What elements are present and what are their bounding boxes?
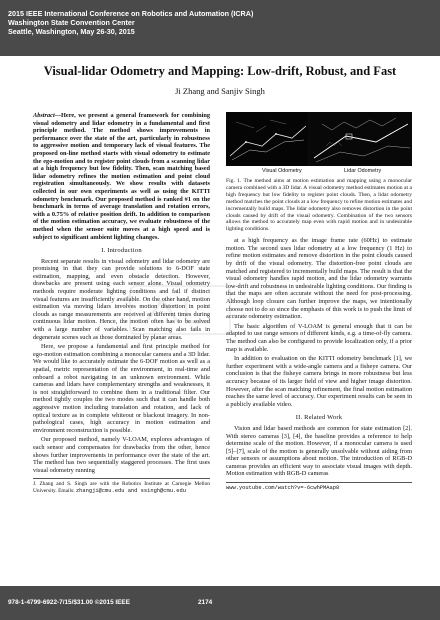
right-paragraph-1: at a high frequency as the image frame rate (60Hz) to estimate motion. The second uses lidar odometry at a low frequency (1 Hz) to refine motion estimates and remove distortion in the point clouds caused by drift of the visual odometry. The distortion-free point clouds are matched and registered to incrementally build maps. The result is that the visual odometry handles rapid motion, and the lidar odometry warrants low-drift and robustness in undesirable lighting conditions. Our finding is that the maps are often accurate without the need for post-processing. Although loop closure can further improve the maps, we intentionally choose not to do so since the emphasis of this work is to push the limit of accurate odometry estimation. bbox=[226, 237, 412, 321]
isbn-copyright: 978-1-4799-6922-7/15/$31.00 ©2015 IEEE bbox=[8, 599, 130, 606]
author-emails: zhangji@cmu.edu and ssingh@cmu.edu bbox=[75, 487, 186, 494]
footer-band bbox=[0, 586, 440, 620]
left-column bbox=[33, 112, 210, 495]
section-heading-related-work: II. Related Work bbox=[295, 414, 343, 422]
paper-title: Visual-lidar Odometry and Mapping: Low-drift, Robust, and Fast bbox=[43, 64, 397, 78]
author-footnote-text: J. Zhang and S. Singh are with the Robotics Institute at Carnegie Mellon University. Emails: bbox=[33, 481, 210, 494]
related-paragraph-1: Vision and lidar based methods are common for state estimation [2]. With stereo cameras [3], [4], the baseline provides a reference to help determine scale of the motion. However, if a monocular camera is used [5]–[7], scale of the motion is generally unsolvable without aiding from other sensors or assumptions about motion. The introduction of RGB-D cameras provides an efficient way to associate visual images with depth. Motion estimation with RGB-D cameras bbox=[226, 424, 412, 478]
intro-paragraph-2: Here, we propose a fundamental and first principle method for ego-motion estimation combining a monocular camera and a 3D lidar. We would like to accurately estimate the 6-DOF motion as well as a spatial, metric representation of the environment, in real-time and onboard a robot navigating in an unknown environment. While cameras and lidars have complementary strengths and weaknesses, it is not straightforward to combine them in a traditional filter. Our method tightly couples the two modes such that it can handle both aggressive motion including translation and rotation, and lack of optical texture as in complete whiteout or blackout imagery. In non-pathological cases, high accuracy in motion estimation and environment reconstruction is possible. bbox=[33, 343, 210, 434]
visual-odometry-panel bbox=[226, 112, 308, 166]
page-number: 2174 bbox=[198, 599, 213, 606]
paper-authors: Ji Zhang and Sanjiv Singh bbox=[175, 86, 265, 96]
abstract bbox=[33, 112, 210, 241]
label-visual-odometry: Visual Odometry bbox=[262, 168, 302, 174]
right-paragraph-2: The basic algorithm of V-LOAM is general enough that it can be adapted to use range sensors of different kinds, e.g. a time-of-fly camera. The method can also be configured to provide localization only, if a prior map is available. bbox=[226, 322, 412, 353]
conference-info bbox=[8, 9, 253, 36]
label-lidar-odometry: Lidar Odometry bbox=[344, 168, 382, 174]
abstract-lead: Abstract bbox=[33, 112, 55, 119]
section-heading-introduction: I. Introduction bbox=[101, 247, 142, 255]
odometry-visualization bbox=[226, 112, 412, 166]
conference-line-1: 2015 IEEE International Conference on Robotics and Automation (ICRA) bbox=[8, 9, 254, 18]
right-column bbox=[226, 112, 412, 492]
intro-paragraph-3: Our proposed method, namely V-LOAM, explores advantages of each sensor and compensates for drawbacks from the other, hence shows further improvements in performance over the state of the art. The method has two sequentially staggered processes. The first uses visual odometry running bbox=[33, 436, 210, 474]
lidar-odometry-panel bbox=[310, 112, 412, 166]
figure-1-caption: Fig. 1. The method aims at motion estimation and mapping using a monocular camera combined with a 3D lidar. A visual odometry method estimates motion at a high frequency but low fidelity to register point clouds. Then, a lidar odometry method matches the point clouds at a low frequency to refine motion estimates and incrementally build maps. The lidar odometry also removes distortion in the point clouds caused by drift of the visual odometry. Combination of the two sensors allows the method to accurately map even with rapid motion and in undesirable lighting conditions. bbox=[226, 178, 412, 233]
author-footnote bbox=[33, 478, 210, 494]
conference-line-2: Washington State Convention Center bbox=[8, 18, 135, 27]
figure-1-panel-labels bbox=[226, 166, 412, 176]
conference-header-band bbox=[0, 0, 440, 56]
right-paragraph-3: In addition to evaluation on the KITTI odometry benchmark [1], we further experiment with a wide-angle camera and a fisheye camera. Our conclusion is that the fisheye camera brings in more robustness but less accuracy because of its larger field of view and higher image distortion. However, after the scan matching refinement, the final motion estimation reaches the same level of accuracy. Our experiment results can be seen in a publicly available video. bbox=[226, 355, 412, 408]
figure-1-image bbox=[226, 112, 412, 166]
abstract-text: —Here, we present a general framework for combining visual odometry and lidar odometry in a fundamental and first principle method. The method shows improvements in performance over the state of the art, particularly in robustness to aggressive motion and temporary lack of visual features. The proposed on-line method starts with visual odometry to estimate the ego-motion and to register point clouds from a scanning lidar at a high frequency but low fidelity. Then, scan matching based lidar odometry refines the motion estimation and point cloud registration simultaneously. We show results with datasets collected in our own experiments as well as using the KITTI odometry benchmark. Our proposed method is ranked #1 on the benchmark in terms of average translation and rotation errors, with a 0.75% of relative position drift. In addition to comparison of the motion estimation accuracy, we evaluate robustness of the method when the sensor suite moves at a high speed and is subject to significant ambient lighting changes. bbox=[33, 112, 210, 241]
video-url-footnote[interactable]: www.youtube.com/watch?v=-6cwhPMAap8 bbox=[226, 482, 412, 492]
intro-paragraph-1: Recent separate results in visual odometry and lidar odometry are promising in that they can provide solutions to 6-DOF state estimation, mapping, and even obstacle detection. However, drawbacks are present using each sensor alone. Visual odometry methods require moderate lighting conditions and fail if distinct visual features are insufficiently available. On the other hand, motion estimation via moving lidars involves motion distortion in point clouds as range measurements are received at different times during continuous lidar motion. Hence, the motion often has to be solved with a large number of variables. Scan matching also fails in degenerate scenes such as those dominated by planar areas. bbox=[33, 257, 210, 341]
conference-line-3: Seattle, Washington, May 26-30, 2015 bbox=[8, 27, 135, 36]
